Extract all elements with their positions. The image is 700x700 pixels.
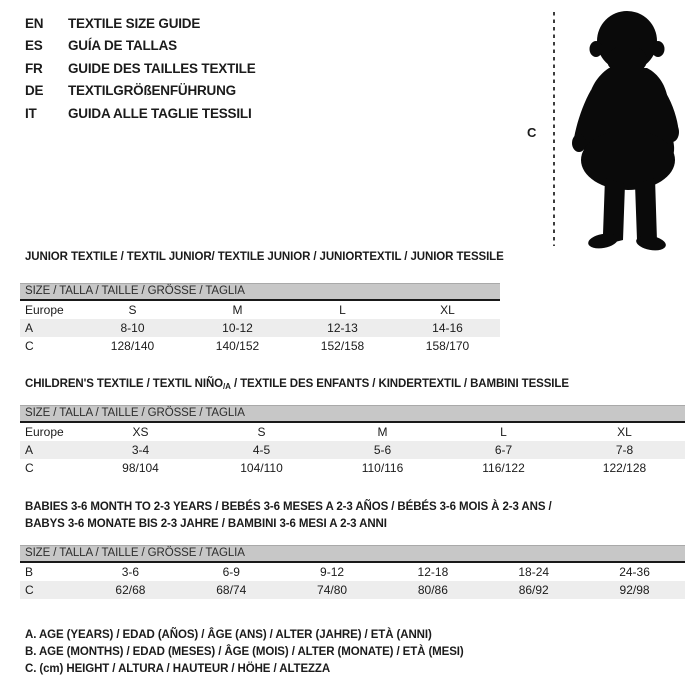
table-row xyxy=(20,563,685,581)
age-cell: 6-7 xyxy=(494,443,513,457)
language-row-es xyxy=(25,35,256,57)
language-row-fr xyxy=(25,58,256,80)
table-row xyxy=(20,423,685,441)
size-cell: XL xyxy=(617,425,632,439)
babies-size-table xyxy=(20,545,685,599)
language-code: FR xyxy=(25,60,43,76)
height-cell: 80/86 xyxy=(417,583,448,597)
footnotes xyxy=(25,627,464,678)
babies-title-line2: BABYS 3-6 MONATE BIS 2-3 JAHRE / BAMBINI 3-6 MESI A 2-3 ANNI xyxy=(25,517,387,530)
baby-silhouette-icon xyxy=(563,8,695,252)
language-row-it xyxy=(25,103,256,125)
size-header-bar: SIZE / TALLA / TAILLE / GRÖSSE / TAGLIA xyxy=(20,545,685,563)
size-cell: XS xyxy=(132,425,149,439)
table-row xyxy=(20,319,500,337)
height-cell: 110/116 xyxy=(361,461,404,475)
age-cell: 18-24 xyxy=(518,565,550,579)
age-cell: 8-10 xyxy=(120,321,145,335)
row-label: Europe xyxy=(25,425,64,439)
age-cell: 14-16 xyxy=(432,321,463,335)
babies-table-title xyxy=(25,499,552,532)
table-row xyxy=(20,337,500,355)
language-code: EN xyxy=(25,16,44,31)
children-title-text: / TEXTILE DES ENFANTS / KINDERTEXTIL / BAMBINI TESSILE xyxy=(230,378,569,390)
language-title: TEXTILE SIZE GUIDE xyxy=(68,16,201,31)
table-row xyxy=(20,581,685,599)
height-cell: 128/140 xyxy=(110,339,155,353)
language-title: TEXTILGRÖßENFÜHRUNG xyxy=(68,83,236,99)
language-list xyxy=(25,13,256,125)
children-title-text: CHILDREN'S TEXTILE / TEXTIL NIÑO xyxy=(25,378,224,390)
table-row xyxy=(20,459,685,477)
row-label: C xyxy=(25,583,34,597)
age-cell: 3-4 xyxy=(131,443,150,457)
size-cell: L xyxy=(500,425,507,439)
size-cell: M xyxy=(232,303,243,317)
age-cell: 12-13 xyxy=(327,321,358,335)
height-cell: 68/74 xyxy=(216,583,247,597)
row-label: Europe xyxy=(25,303,64,317)
children-table-title xyxy=(25,378,569,391)
language-row-en xyxy=(25,13,256,35)
height-cell: 140/152 xyxy=(215,339,260,353)
babies-title-line1: BABIES 3-6 MONTH TO 2-3 YEARS / BEBÉS 3-6 MESES A 2-3 AÑOS / BÉBÉS 3-6 MOIS À 2-3 ANS / xyxy=(25,501,552,513)
footnote-c: C. (cm) HEIGHT / ALTURA / HAUTEUR / HÖHE / ALTEZZA xyxy=(25,663,331,675)
table-row xyxy=(20,301,500,319)
size-cell: M xyxy=(377,425,388,439)
footnote-b: B. AGE (MONTHS) / EDAD (MESES) / ÂGE (MOIS) / ALTER (MONATE) / ETÀ (MESI) xyxy=(25,646,464,658)
row-label: C xyxy=(25,461,34,475)
height-cell: 62/68 xyxy=(115,583,146,597)
height-cell: 122/128 xyxy=(602,461,647,475)
height-cell: 152/158 xyxy=(320,339,365,353)
size-cell: XL xyxy=(440,303,455,317)
size-cell: S xyxy=(257,425,266,439)
height-cell: 86/92 xyxy=(518,583,549,597)
row-label: C xyxy=(25,339,34,353)
age-cell: 12-18 xyxy=(417,565,449,579)
height-cell: 74/80 xyxy=(317,583,348,597)
language-code: IT xyxy=(25,105,37,121)
age-cell: 3-6 xyxy=(121,565,140,579)
row-label: B xyxy=(25,565,34,579)
size-header-bar: SIZE / TALLA / TAILLE / GRÖSSE / TAGLIA xyxy=(20,283,500,301)
size-header-bar: SIZE / TALLA / TAILLE / GRÖSSE / TAGLIA xyxy=(20,405,685,423)
height-cell: 98/104 xyxy=(122,461,159,475)
junior-size-table xyxy=(20,283,500,355)
row-label: A xyxy=(25,321,34,335)
height-cell: 116/122 xyxy=(482,461,525,475)
height-cell: 104/110 xyxy=(240,461,283,475)
junior-table-title: JUNIOR TEXTILE / TEXTIL JUNIOR/ TEXTILE JUNIOR / JUNIORTEXTIL / JUNIOR TESSILE xyxy=(25,251,504,263)
height-cell: 92/98 xyxy=(619,583,650,597)
table-row xyxy=(20,441,685,459)
language-row-de xyxy=(25,80,256,102)
children-size-table xyxy=(20,405,685,477)
language-code: ES xyxy=(25,38,43,54)
row-label: A xyxy=(25,443,34,457)
footnote-a: A. AGE (YEARS) / EDAD (AÑOS) / ÂGE (ANS) / ALTER (JAHRE) / ETÀ (ANNI) xyxy=(25,629,432,641)
language-title: GUÍA DE TALLAS xyxy=(68,38,177,54)
age-cell: 6-9 xyxy=(222,565,240,579)
age-cell: 7-8 xyxy=(615,443,634,457)
language-title: GUIDA ALLE TAGLIE TESSILI xyxy=(68,105,252,121)
size-cell: L xyxy=(339,303,346,317)
age-cell: 4-5 xyxy=(252,443,271,457)
height-measure-label: C xyxy=(527,125,537,140)
language-code: DE xyxy=(25,83,44,99)
height-measure-dashed-line xyxy=(553,12,555,246)
age-cell: 24-36 xyxy=(619,565,650,579)
size-cell: S xyxy=(128,303,137,317)
children-title-subscript: /A xyxy=(223,382,231,391)
language-title: GUIDE DES TAILLES TEXTILE xyxy=(68,60,256,76)
age-cell: 10-12 xyxy=(222,321,253,335)
age-cell: 5-6 xyxy=(373,443,392,457)
age-cell: 9-12 xyxy=(320,565,345,579)
height-cell: 158/170 xyxy=(425,339,470,353)
